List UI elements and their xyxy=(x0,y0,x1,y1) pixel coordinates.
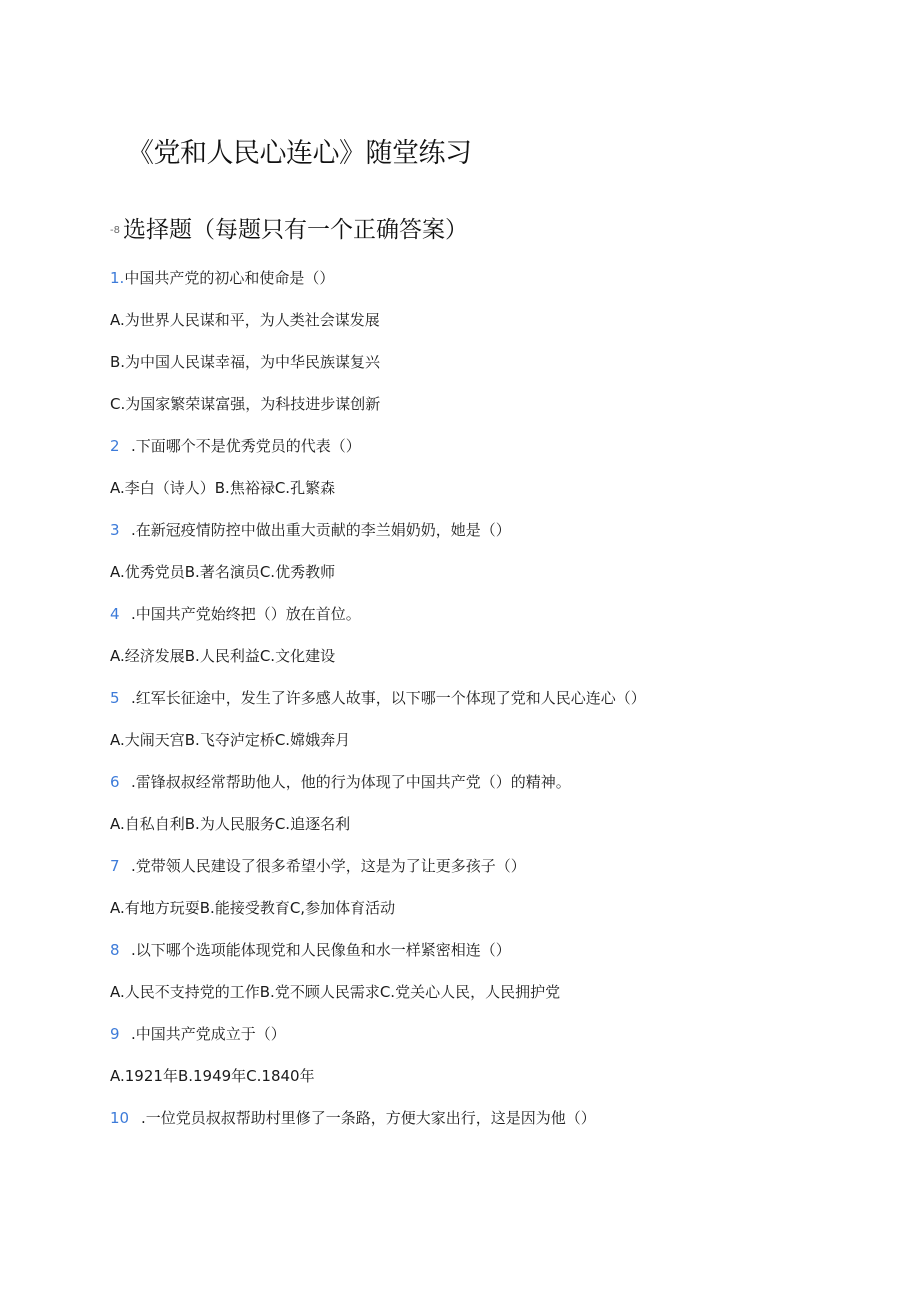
question-8 xyxy=(110,939,511,961)
question-text: .中国共产党始终把（）放在首位。 xyxy=(131,605,361,623)
question-9 xyxy=(110,1023,286,1045)
section-heading-text: 选择题（每题只有一个正确答案） xyxy=(122,217,468,243)
question-text: .雷锋叔叔经常帮助他人，他的行为体现了中国共产党（）的精神。 xyxy=(131,773,571,791)
section-heading xyxy=(110,214,468,247)
question-number: 4 xyxy=(110,605,120,623)
answer-option: A.人民不支持党的工作B.党不顾人民需求C.党关心人民，人民拥护党 xyxy=(110,983,561,1001)
answer-option: A.经济发展B.人民利益C.文化建设 xyxy=(110,647,336,665)
answer-option: B.为中国人民谋幸福，为中华民族谋复兴 xyxy=(110,353,381,371)
question-3 xyxy=(110,519,511,541)
question-1 xyxy=(110,267,334,289)
section-marker: -8 xyxy=(110,224,120,236)
question-number: 7 xyxy=(110,857,120,875)
question-number: 9 xyxy=(110,1025,120,1043)
answer-option: A.为世界人民谋和平，为人类社会谋发展 xyxy=(110,311,380,329)
answer-option: A.优秀党员B.著名演员C.优秀教师 xyxy=(110,563,336,581)
question-2 xyxy=(110,435,361,457)
question-text: .红军长征途中，发生了许多感人故事，以下哪一个体现了党和人民心连心（） xyxy=(131,689,646,707)
question-text: .一位党员叔叔帮助村里修了一条路，方便大家出行，这是因为他（） xyxy=(141,1109,596,1127)
answer-option: A.1921年B.1949年C.1840年 xyxy=(110,1067,315,1085)
question-number: 6 xyxy=(110,773,120,791)
answer-option: A.李白（诗人）B.焦裕禄C.孔繁森 xyxy=(110,479,336,497)
answer-option: A.自私自利B.为人民服务C.追逐名利 xyxy=(110,815,351,833)
document-title: 《党和人民心连心》随堂练习 xyxy=(127,138,472,169)
question-text: .在新冠疫情防控中做出重大贡献的李兰娟奶奶，她是（） xyxy=(131,521,511,539)
question-6 xyxy=(110,771,571,793)
answer-option: A.有地方玩耍B.能接受教育C,参加体育活动 xyxy=(110,899,396,917)
question-number: 1. xyxy=(110,269,125,287)
question-text: .以下哪个选项能体现党和人民像鱼和水一样紧密相连（） xyxy=(131,941,511,959)
question-text: .下面哪个不是优秀党员的代表（） xyxy=(131,437,361,455)
question-number: 2 xyxy=(110,437,120,455)
question-4 xyxy=(110,603,361,625)
question-number: 8 xyxy=(110,941,120,959)
question-number: 3 xyxy=(110,521,120,539)
answer-option: A.大闹天宫B.飞夺泸定桥C.嫦娥奔月 xyxy=(110,731,351,749)
question-number: 5 xyxy=(110,689,120,707)
question-number: 10 xyxy=(110,1109,130,1127)
answer-option: C.为国家繁荣谋富强，为科技进步谋创新 xyxy=(110,395,381,413)
question-text: .中国共产党成立于（） xyxy=(131,1025,286,1043)
question-10 xyxy=(110,1107,596,1129)
question-7 xyxy=(110,855,526,877)
question-5 xyxy=(110,687,646,709)
question-text: 中国共产党的初心和使命是（） xyxy=(124,269,335,287)
question-text: .党带领人民建设了很多希望小学，这是为了让更多孩子（） xyxy=(131,857,526,875)
